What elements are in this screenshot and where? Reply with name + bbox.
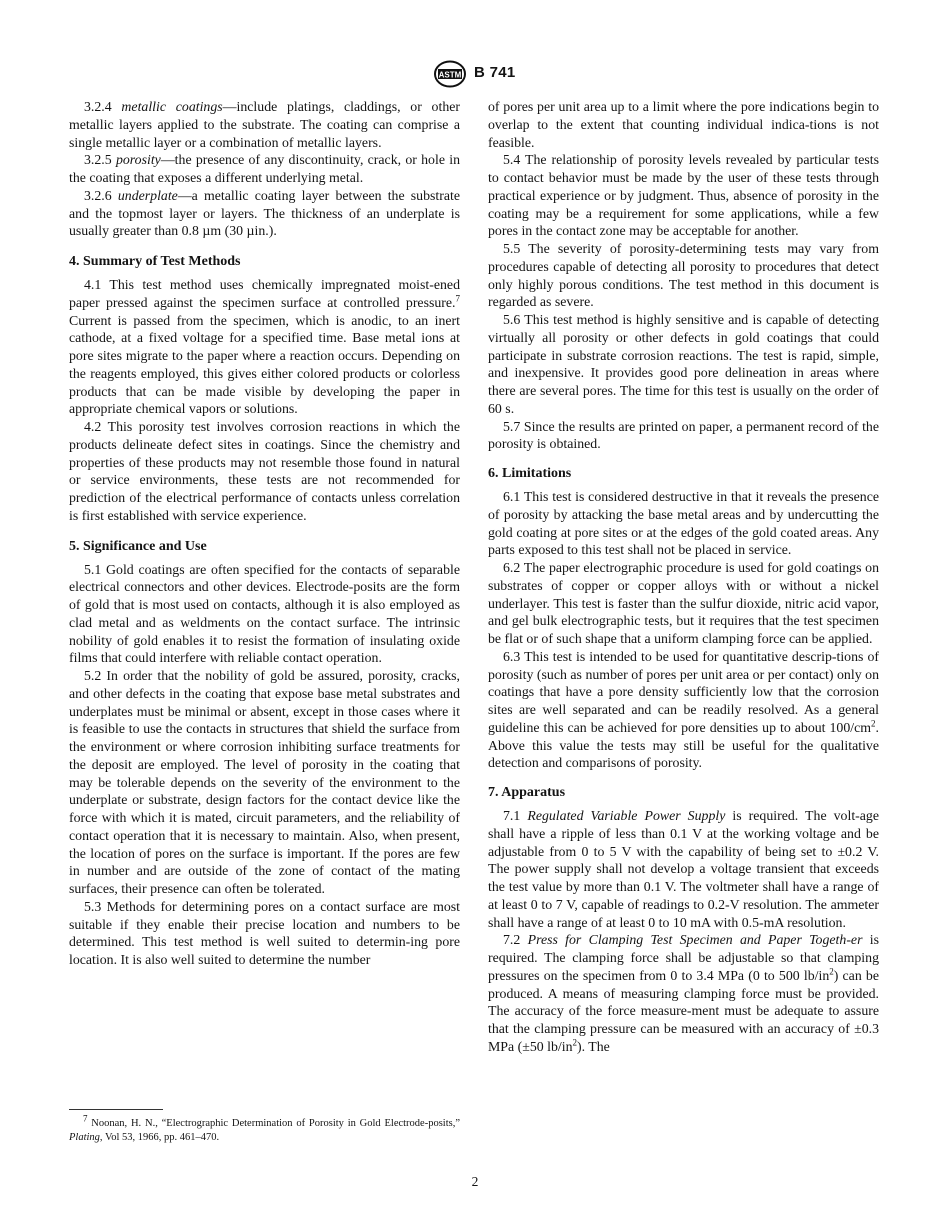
paragraph-6-1: 6.1 This test is considered destructive in that it reveals the presence of porosity by attacking the base metal areas and by undercutting the gold coating at pore sites or at the edges of the gold coated areas. Any parts exposed to this test shall not be placed in service. <box>488 489 879 558</box>
section-heading-6: 6. Limitations <box>488 466 572 481</box>
paragraph-5-3: 5.3 Methods for determining pores on a contact surface are most suitable if they enable their precise location and numbers to be determined. This test method is well suited to determin-ing pore location. It is also well suited to determine the number <box>69 898 460 967</box>
left-column <box>69 98 460 969</box>
paragraph-7-2: 7.2 Press for Clamping Test Specimen and Paper Togeth-er is required. The clamping force shall be adjustable so that clamping pressures on the specimen from 0 to 3.4 MPa (0 to 500 $lb/in^2$) can be produced. A means of measuring clamping force must be provided. The accuracy of the force measure-ment must be adequate to assure that the clamping pressure can be measured with an accuracy of ±0.3 MPa (±50 $lb/in^2$). The <box>488 932 880 1054</box>
page-header <box>0 60 950 92</box>
right-column <box>488 98 879 1056</box>
footnote-divider <box>69 1109 163 1110</box>
term: Regulated Variable Power Supply <box>527 808 726 823</box>
paragraph-5-6: 5.6 This test method is highly sensitive and is capable of detecting virtually all porosity or other defects in gold coatings that could participate in substrate corrosion reactions. The test is rapid, simple, and inexpensive. It provides good pore delineation in areas where there are several pores. The time for this test is usually on the order of 60 s. <box>488 312 879 416</box>
paragraph-5-7: 5.7 Since the results are printed on paper, a permanent record of the porosity is obtained. <box>488 418 879 452</box>
footnote-7: $^7$ Noonan, H. N., “Electrographic Determination of Porosity in Gold Electrode-posits,” Plating, Vol 53, 1966, pp. 461–470. <box>69 1113 460 1143</box>
page-number: 2 <box>471 1174 479 1189</box>
paragraph-5-4: 5.4 The relationship of porosity levels revealed by particular tests to contact behavior must be made by the user of these tests through practical experience or by judgment. Thus, absence of porosity in the coating may be a requirement for some applications, while a few pores in the contact zone may be acceptable for another. <box>488 152 879 239</box>
term: porosity <box>115 152 161 168</box>
paragraph-7-1: 7.1 Regulated Variable Power Supply is required. The volt-age shall have a ripple of less than 0.1 V at the working voltage and be adjustable from 0 to 5 V with the capability of being set to ±0.2 V. The power supply shall not develop a voltage transient that exceeds the test value by more than 0.1 V. The voltmeter shall have a range of at least 0 to 7 V, capable of readings to 0.2-V resolution. The ammeter shall have a range of at least 0 to 10 mA with 0.5-mA resolution. <box>488 808 879 930</box>
standard-designation: B 741 <box>474 64 516 81</box>
section-heading-4: 4. Summary of Test Methods <box>69 254 241 269</box>
term: underplate <box>117 187 178 203</box>
paragraph-5-5: 5.5 The severity of porosity-determining tests may vary from procedures capable of detecting all porosity to procedures that detect only highly porous conditions. The test method in this document is regarded as severe. <box>488 241 879 310</box>
paragraph-4-1: 4.1 This test method uses chemically impregnated moist-ened paper pressed against the specimen surface at controlled pressure.$^7$ Current is passed from the specimen, which is anodic, to an inert cathode, at a fixed voltage for a specified time. Base metal ions at pore sites migrate to the paper where a reaction occurs. Depending on the reagents employed, this gives either colored products or colorless products that can be made visible by developing the paper in appropriate chemical vapors or solutions. <box>69 277 460 417</box>
paragraph-6-3: 6.3 This test is intended to be used for quantitative descrip-tions of porosity (such as number of pores per unit area or per contact) only on coatings that have a pore density sufficiently low that the corrosion sites are well separated and can be readily resolved. As a general guideline this can be achieved for pore densities up to about $100/cm^2$. Above this value the tests may still be useful for the qualitative detection and comparisons of porosity. <box>488 648 879 771</box>
paragraph-5-1: 5.1 Gold coatings are often specified for the contacts of separable electrical connectors and other devices. Electrode-posits are the form of gold that is most used on contacts, although it is also employed as clad metal and as weldments on the contact surface. The intrinsic nobility of gold enables it to resist the formation of insulating oxide films that could interfere with reliable contact operation. <box>69 561 460 666</box>
paragraph-3-2-5: 3.2.5 porosity—the presence of any discontinuity, crack, or hole in the coating that exposes a different underlying metal. <box>69 152 460 185</box>
paragraph-4-2: 4.2 This porosity test involves corrosion reactions in which the products delineate defect sites in coatings. Since the chemistry and properties of these products may not resemble those found in natural or service environments, these tests are not recommended for prediction of the electrical performance of contacts unless correlation is first established with service experience. <box>69 419 460 523</box>
svg-text:ASTM: ASTM <box>438 70 462 80</box>
section-heading-7: 7. Apparatus <box>488 785 566 800</box>
term: metallic coatings <box>121 99 223 114</box>
astm-logo-icon <box>432 60 468 93</box>
paragraph-6-2: 6.2 The paper electrographic procedure is used for gold coatings on substrates of copper or copper alloys with or without a nickel underlayer. This test is faster than the sulfur dioxide, nitric acid vapor, and gel bulk electrographic tests, but it requires that the test specimen be flat or of such shape that a uniform clamping force can be applied. <box>488 560 879 646</box>
paragraph-3-2-6: 3.2.6 underplate—a metallic coating layer between the substrate and the topmost layer or layers. The thickness of an underplate is usually greater than 0.8 µm (30 µin.). <box>69 187 460 239</box>
section-heading-5: 5. Significance and Use <box>69 538 207 554</box>
footnote-ref: 7 <box>455 293 460 304</box>
paragraph-5-3-continued: of pores per unit area up to a limit where the pore indications begin to overlap to the extent that counting individual indica-tions is not feasible. <box>488 99 879 150</box>
term: Press for Clamping Test Specimen and Paper Togeth-er <box>527 932 863 948</box>
paragraph-3-2-4: 3.2.4 metallic coatings—include platings, claddings, or other metallic layers applied to the substrate. The coating can comprise a single metallic layer or a combination of metallic layers. <box>69 99 460 150</box>
paragraph-5-2: 5.2 In order that the nobility of gold be assured, porosity, cracks, and other defects in the coating that expose base metal substrates and underplates must be minimal or absent, except in those cases where it is feasible to use the contacts in structures that shield the surface from the environment or where corrosion inhibiting surface treatments for the deposit are employed. The level of porosity in the coating that may be tolerable depends on the severity of the environment to the underplate or substrate, design factors for the contact device like the force with which it is mated, circuit parameters, and the reliability of contact operation that it is necessary to maintain. Also, when present, the location of pores on the surface is important. If the pores are few in number and are outside of the zone of contact of the mating surfaces, their presence can often be tolerated. <box>69 668 460 896</box>
